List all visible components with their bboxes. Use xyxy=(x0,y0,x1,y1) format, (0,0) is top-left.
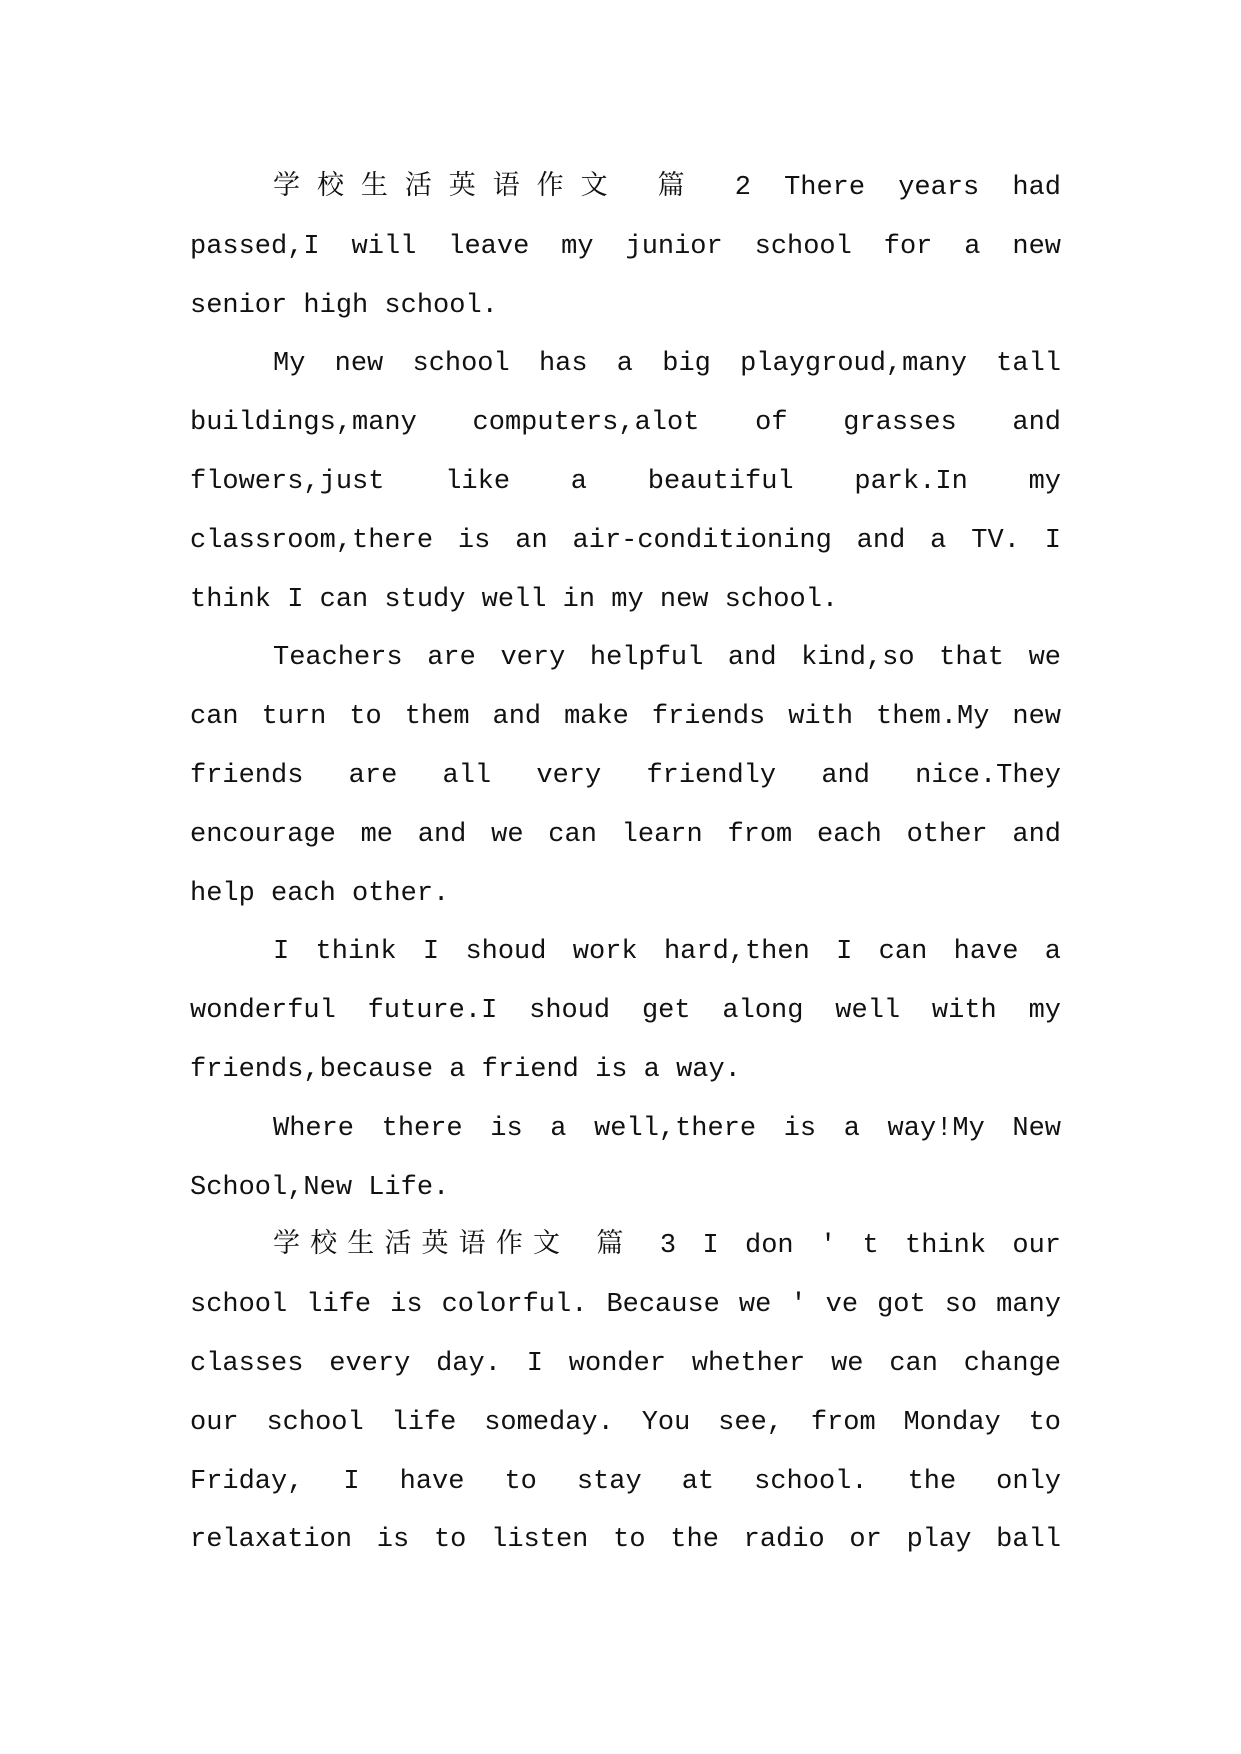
text-line: School,New Life. xyxy=(190,1172,450,1203)
paragraph xyxy=(190,1100,1061,1218)
paragraph xyxy=(190,923,1061,1099)
text-line: Friday, I have to stay at school. the only xyxy=(190,1466,1061,1497)
text-line: encourage me and we can learn from each other and xyxy=(190,819,1061,850)
text-line: our school life someday. You see, from Monday to xyxy=(190,1407,1061,1438)
paragraph xyxy=(190,159,1061,335)
text-line: Teachers are very helpful and kind,so that we xyxy=(273,643,1061,674)
text-line: think I can study well in my new school. xyxy=(190,584,839,615)
text-line: flowers,just like a beautiful park.In my xyxy=(190,466,1061,497)
text-line: school life is colorful. Because we ' ve got so many xyxy=(190,1290,1061,1321)
text-line: 学校生活英语作文 篇 3 I don ' t think our xyxy=(273,1231,1061,1262)
paragraph xyxy=(190,335,1061,629)
paragraph xyxy=(190,1217,1061,1570)
text-line: relaxation is to listen to the radio or play ball xyxy=(190,1525,1061,1556)
text-line: senior high school. xyxy=(190,290,498,321)
text-line: classes every day. I wonder whether we can change xyxy=(190,1348,1061,1379)
text-line: can turn to them and make friends with them.My new xyxy=(190,702,1061,733)
text-line: Where there is a well,there is a way!My New xyxy=(273,1113,1061,1144)
document-body xyxy=(190,159,1061,1570)
text-line: friends are all very friendly and nice.They xyxy=(190,760,1061,791)
text-line: help each other. xyxy=(190,878,450,909)
text-line: classroom,there is an air-conditioning and a TV. I xyxy=(190,525,1061,556)
text-line: I think I shoud work hard,then I can have a xyxy=(273,937,1061,968)
text-line: 学校生活英语作文 篇 2 There years had xyxy=(273,173,1061,203)
text-line: passed,I will leave my junior school for a new xyxy=(190,231,1061,262)
text-line: wonderful future.I shoud get along well with my xyxy=(190,996,1061,1027)
text-line: My new school has a big playgroud,many tall xyxy=(273,349,1061,380)
paragraph xyxy=(190,629,1061,923)
text-line: buildings,many computers,alot of grasses and xyxy=(190,408,1061,439)
text-line: friends,because a friend is a way. xyxy=(190,1054,741,1085)
